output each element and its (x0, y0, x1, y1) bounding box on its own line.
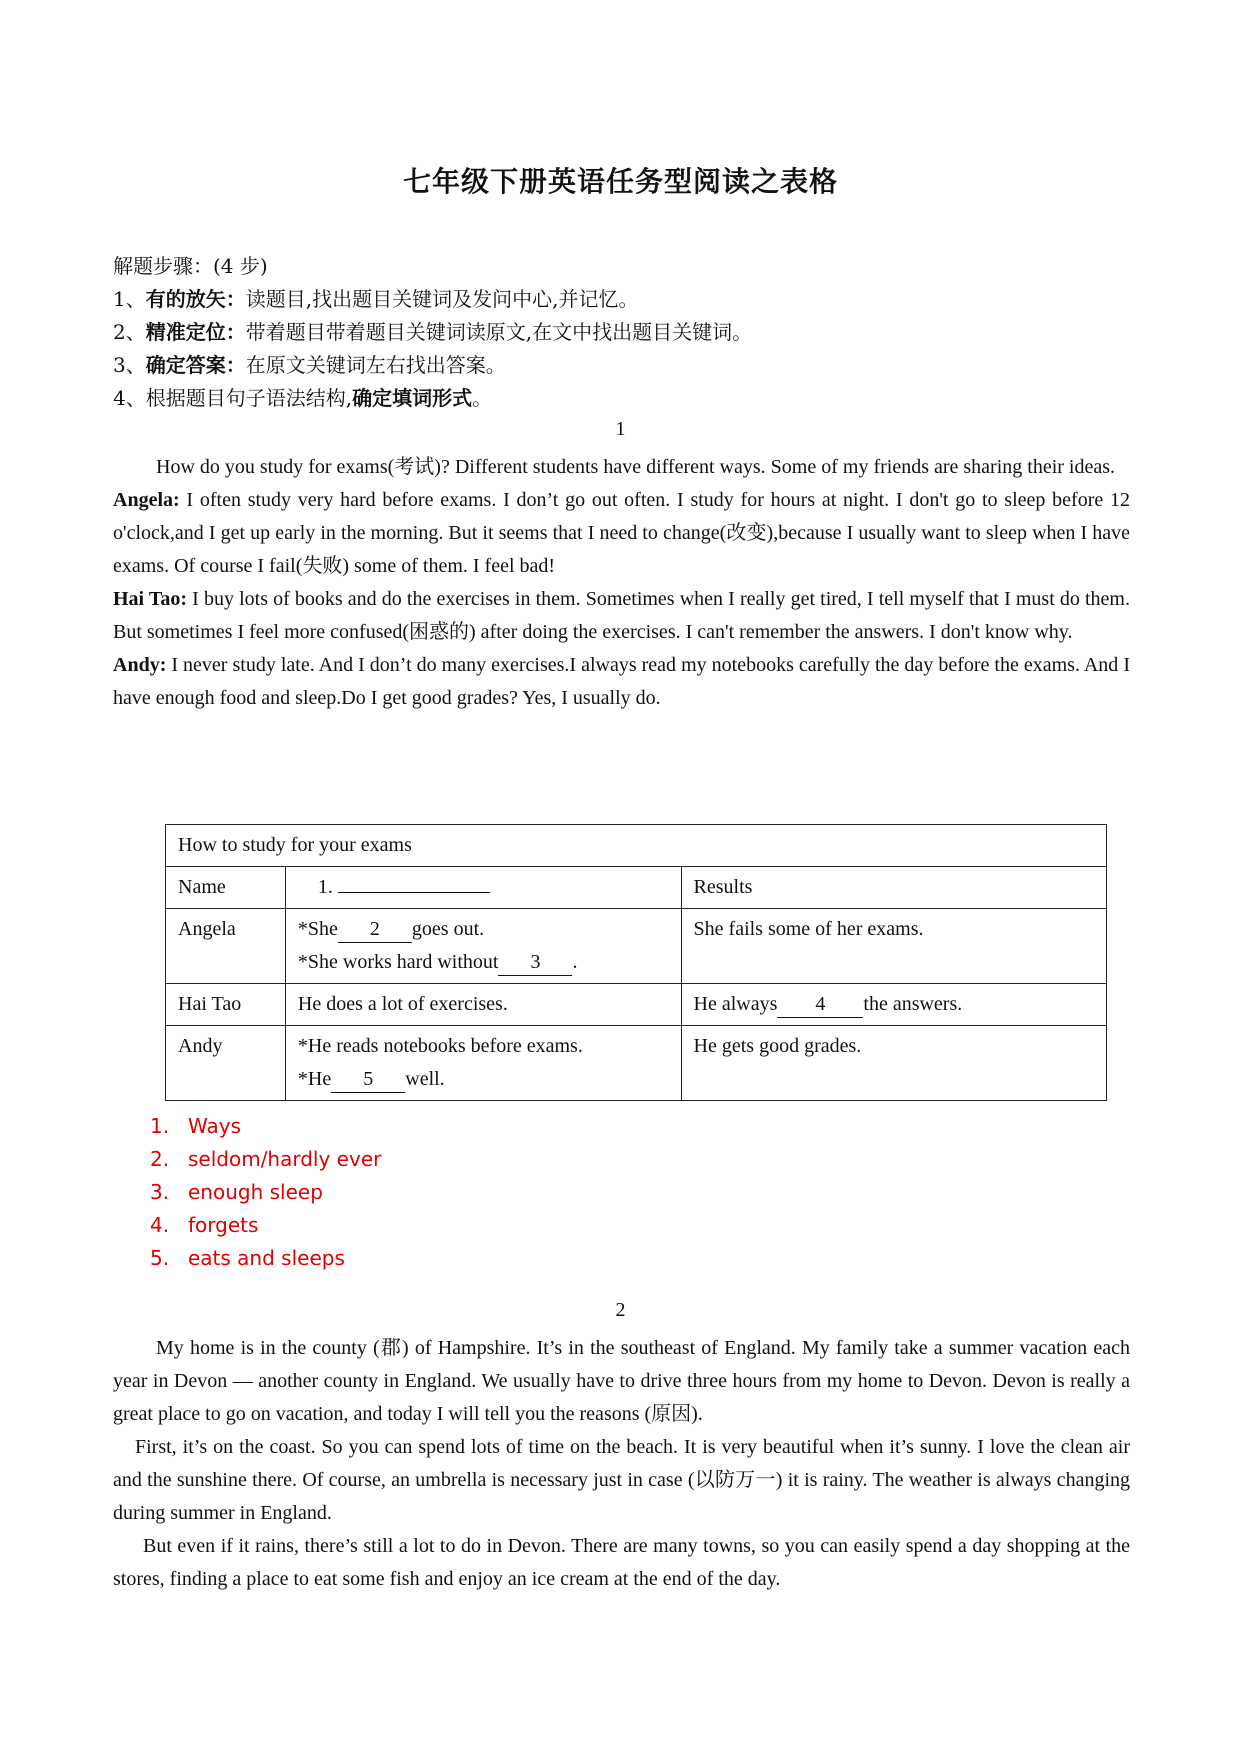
step-prefix: 3、 (113, 353, 146, 377)
step-keyword: 确定答案： (145, 353, 246, 377)
answer-item (150, 1176, 381, 1209)
answer-item (150, 1242, 381, 1275)
speaker-name: Hai Tao: (113, 588, 188, 610)
answer-blank: 4 (777, 991, 863, 1018)
section-number: 1 (615, 418, 626, 440)
row-result: He gets good grades. (681, 1026, 1106, 1101)
answer-blank: 2 (338, 916, 412, 943)
step-text: 根据题目句子语法结构, (145, 386, 353, 410)
step-item (113, 382, 1133, 415)
speaker-name: Angela: (113, 489, 180, 511)
cell-text: *She (297, 918, 338, 940)
paragraph-text: I buy lots of books and do the exercises in them. Sometimes when I really get tired, I tell myself that I must do them. But sometimes I feel more confused(困惑的) after doing the exercises. I can't remember the answers. I don't know why. (113, 588, 1130, 643)
table-title-row (166, 825, 1107, 867)
cell-text: . (572, 951, 578, 973)
answer-index: 3. (150, 1180, 170, 1204)
blank-number: 1. (317, 876, 333, 898)
row-name: Hai Tao (166, 984, 286, 1026)
header-name: Name (166, 867, 286, 909)
passage-1 (113, 451, 1130, 715)
step-item (113, 316, 1133, 349)
cell-text: goes out. (411, 918, 485, 940)
row-result (681, 984, 1106, 1026)
answer-blank: 5 (331, 1066, 405, 1093)
passage-paragraph: My home is in the county (郡) of Hampshire. It’s in the southeast of England. My family take a summer vacation each year in Devon — another county in England. We usually have to drive three hours from my home to Devon. Devon is really a great place to go on vacation, and today I will tell you the reasons (原因). (113, 1337, 1130, 1425)
passage-paragraph-andy (113, 649, 1130, 715)
row-way (285, 1026, 681, 1101)
speaker-name: Andy: (113, 654, 167, 676)
cell-text: He always (693, 993, 778, 1015)
passage-paragraph-haitao (113, 583, 1130, 649)
answer-text: enough sleep (188, 1180, 323, 1204)
answer-item (150, 1110, 381, 1143)
cell-text: the answers. (863, 993, 963, 1015)
header-blank-1 (285, 867, 681, 909)
step-keyword: 有的放矢： (145, 287, 246, 311)
answer-key-list (150, 1110, 381, 1275)
answer-item (150, 1143, 381, 1176)
cell-text: *She works hard without (297, 951, 499, 973)
row-way: He does a lot of exercises. (285, 984, 681, 1026)
row-way (285, 909, 681, 984)
section-number: 2 (615, 1299, 626, 1321)
cell-text: well. (405, 1068, 445, 1090)
step-prefix: 1、 (113, 287, 146, 311)
answer-text: seldom/hardly ever (188, 1147, 382, 1171)
cell-text: *He (297, 1068, 332, 1090)
step-keyword: 确定填词形式 (352, 386, 473, 410)
header-results: Results (681, 867, 1106, 909)
table-row (166, 909, 1107, 984)
step-text: 读题目,找出题目关键词及发问中心,并记忆。 (245, 287, 639, 311)
passage-intro: How do you study for exams(考试)? Different students have different ways. Some of my friends are sharing their ideas. (156, 456, 1116, 478)
step-text: 带着题目带着题目关键词读原文,在文中找出题目关键词。 (245, 320, 753, 344)
step-keyword: 精准定位： (145, 320, 246, 344)
answer-index: 1. (150, 1114, 170, 1138)
answer-blank (338, 892, 490, 893)
table-header-row (166, 867, 1107, 909)
row-result: She fails some of her exams. (681, 909, 1106, 984)
passage-paragraph-angela (113, 484, 1130, 583)
answer-blank: 3 (498, 949, 572, 976)
answer-item (150, 1209, 381, 1242)
study-methods-table (165, 824, 1107, 1101)
row-name: Angela (166, 909, 286, 984)
cell-text: *He reads notebooks before exams. (297, 1035, 583, 1057)
table-row (166, 984, 1107, 1026)
passage-paragraph: But even if it rains, there’s still a lot to do in Devon. There are many towns, so you can easily spend a day shopping at the stores, finding a place to eat some fish and enjoy an ice cream at the end of the day. (113, 1535, 1130, 1590)
table-row (166, 1026, 1107, 1101)
page-title: 七年级下册英语任务型阅读之表格 (402, 165, 838, 198)
answer-text: forgets (188, 1213, 259, 1237)
step-prefix: 2、 (113, 320, 146, 344)
paragraph-text: I never study late. And I don’t do many exercises.I always read my notebooks carefully the day before the exams. And I have enough food and sleep.Do I get good grades? Yes, I usually do. (113, 654, 1130, 709)
passage-2 (113, 1332, 1130, 1596)
step-text-end: 。 (472, 386, 493, 410)
step-item (113, 283, 1133, 316)
answer-text: eats and sleeps (188, 1246, 345, 1270)
solving-steps (113, 250, 1133, 415)
step-item (113, 349, 1133, 382)
answer-index: 4. (150, 1213, 170, 1237)
table-title: How to study for your exams (166, 825, 1107, 867)
row-name: Andy (166, 1026, 286, 1101)
paragraph-text: I often study very hard before exams. I don’t go out often. I study for hours at night. I don't go to sleep before 12 o'clock,and I get up early in the morning. But it seems that I need to change(改变),because I usually want to sleep when I have exams. Of course I fail(失败) some of them. I feel bad! (113, 489, 1130, 577)
steps-heading: 解题步骤：(4 步) (113, 254, 268, 278)
passage-paragraph: First, it’s on the coast. So you can spend lots of time on the beach. It is very beautiful when it’s sunny. I love the clean air and the sunshine there. Of course, an umbrella is necessary just in case (以防万一) it is rainy. The weather is always changing during summer in England. (113, 1436, 1130, 1524)
answer-text: Ways (188, 1114, 242, 1138)
answer-index: 5. (150, 1246, 170, 1270)
answer-index: 2. (150, 1147, 170, 1171)
step-prefix: 4、 (113, 386, 146, 410)
step-text: 在原文关键词左右找出答案。 (245, 353, 506, 377)
